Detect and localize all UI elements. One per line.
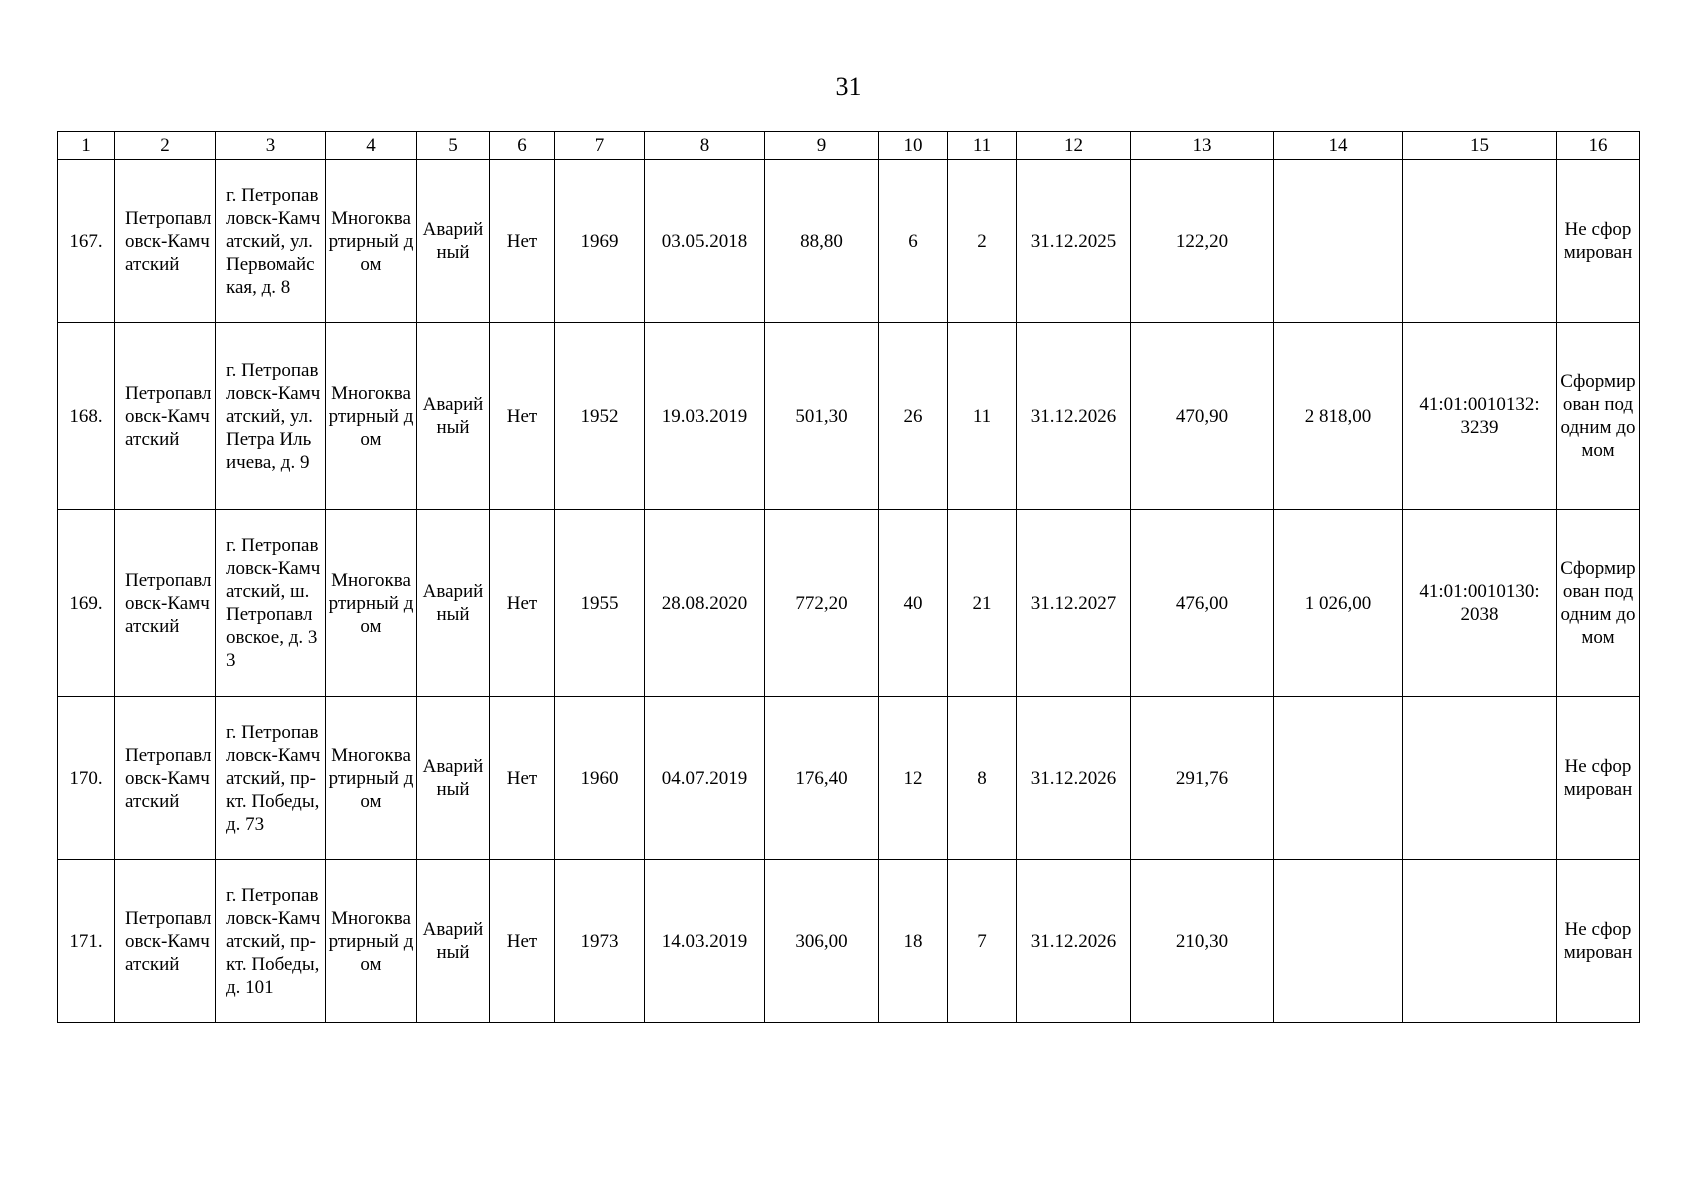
status-text: Аварийный [422,756,484,800]
column-11-cell: 8 [948,697,1017,860]
column-10-cell: 12 [879,697,948,860]
table-row [58,323,1640,510]
year-cell: 1952 [555,323,645,510]
column-header-13: 13 [1131,132,1274,160]
column-13-cell: 470,90 [1131,323,1274,510]
building-type-text: Многоквартирный дом [328,744,414,812]
column-header-10: 10 [879,132,948,160]
flag-cell: Нет [490,510,555,697]
row-number: 170. [58,697,115,860]
building-type-cell [326,860,417,1023]
column-11-cell: 2 [948,160,1017,323]
table-header [58,132,1640,160]
city-cell [115,323,216,510]
address-text: г. Петропавловск-Камчатский, ул. Петра Ильичева, д. 9 [226,359,321,473]
column-14-cell: 1 026,00 [1274,510,1403,697]
cadastral-number-cell [1403,697,1557,860]
column-header-7: 7 [555,132,645,160]
address-cell [216,697,326,860]
row-number: 169. [58,510,115,697]
column-header-2: 2 [115,132,216,160]
column-header-6: 6 [490,132,555,160]
status-cell [417,860,490,1023]
deadline-cell: 31.12.2026 [1017,860,1131,1023]
land-status-text: Не сформирован [1563,756,1633,800]
area-cell: 88,80 [765,160,879,323]
year-cell: 1969 [555,160,645,323]
cadastral-number-cell: 41:01:0010132: 3239 [1403,323,1557,510]
cadastral-number-cell: 41:01:0010130: 2038 [1403,510,1557,697]
status-cell [417,160,490,323]
land-status-text: Не сформирован [1563,919,1633,963]
column-header-3: 3 [216,132,326,160]
column-header-14: 14 [1274,132,1403,160]
date-cell: 19.03.2019 [645,323,765,510]
cadastral-number-cell [1403,160,1557,323]
area-cell: 501,30 [765,323,879,510]
land-status-text: Не сформирован [1563,219,1633,263]
cadastral-number-cell [1403,860,1557,1023]
column-header-4: 4 [326,132,417,160]
flag-cell: Нет [490,860,555,1023]
city-text: Петропавловск-Камчатский [125,569,212,637]
city-text: Петропавловск-Камчатский [125,744,212,812]
deadline-cell: 31.12.2027 [1017,510,1131,697]
row-number: 168. [58,323,115,510]
address-cell [216,510,326,697]
land-status-text: Сформирован под одним домом [1560,371,1636,461]
city-cell [115,510,216,697]
housing-register-table [57,131,1640,1023]
area-cell: 772,20 [765,510,879,697]
land-status-text: Сформирован под одним домом [1560,558,1636,648]
status-cell [417,323,490,510]
column-11-cell: 11 [948,323,1017,510]
page-number: 31 [835,72,862,101]
column-header-9: 9 [765,132,879,160]
deadline-cell: 31.12.2026 [1017,697,1131,860]
land-status-cell [1557,697,1640,860]
column-10-cell: 26 [879,323,948,510]
column-14-cell: 2 818,00 [1274,323,1403,510]
building-type-text: Многоквартирный дом [328,207,414,275]
address-text: г. Петропавловск-Камчатский, пр-кт. Победы, д. 73 [226,721,321,835]
land-status-cell [1557,323,1640,510]
flag-cell: Нет [490,697,555,860]
column-13-cell: 476,00 [1131,510,1274,697]
status-text: Аварийный [422,581,484,625]
status-text: Аварийный [422,219,484,263]
row-number: 171. [58,860,115,1023]
column-13-cell: 291,76 [1131,697,1274,860]
table-row [58,860,1640,1023]
table-row [58,510,1640,697]
land-status-cell [1557,510,1640,697]
status-cell [417,510,490,697]
flag-cell: Нет [490,323,555,510]
column-13-cell: 210,30 [1131,860,1274,1023]
table-row [58,697,1640,860]
deadline-cell: 31.12.2025 [1017,160,1131,323]
year-cell: 1955 [555,510,645,697]
area-cell: 306,00 [765,860,879,1023]
address-cell [216,323,326,510]
address-text: г. Петропавловск-Камчатский, ул. Первомайская, д. 8 [226,184,321,298]
building-type-text: Многоквартирный дом [328,569,414,637]
flag-cell: Нет [490,160,555,323]
city-cell [115,860,216,1023]
column-10-cell: 6 [879,160,948,323]
status-text: Аварийный [422,919,484,963]
column-header-16: 16 [1557,132,1640,160]
date-cell: 04.07.2019 [645,697,765,860]
land-status-cell [1557,860,1640,1023]
row-number: 167. [58,160,115,323]
column-10-cell: 40 [879,510,948,697]
address-text: г. Петропавловск-Камчатский, пр-кт. Победы, д. 101 [226,884,321,998]
column-header-1: 1 [58,132,115,160]
year-cell: 1960 [555,697,645,860]
building-type-cell [326,160,417,323]
address-cell [216,160,326,323]
city-cell [115,697,216,860]
column-header-15: 15 [1403,132,1557,160]
city-text: Петропавловск-Камчатский [125,382,212,450]
address-text: г. Петропавловск-Камчатский, ш. Петропавловское, д. 33 [226,535,321,671]
column-14-cell [1274,860,1403,1023]
column-header-11: 11 [948,132,1017,160]
year-cell: 1973 [555,860,645,1023]
deadline-cell: 31.12.2026 [1017,323,1131,510]
column-11-cell: 7 [948,860,1017,1023]
column-header-8: 8 [645,132,765,160]
city-text: Петропавловск-Камчатский [125,907,212,975]
column-14-cell [1274,160,1403,323]
land-status-cell [1557,160,1640,323]
column-10-cell: 18 [879,860,948,1023]
column-header-12: 12 [1017,132,1131,160]
column-11-cell: 21 [948,510,1017,697]
column-13-cell: 122,20 [1131,160,1274,323]
building-type-text: Многоквартирный дом [328,382,414,450]
date-cell: 28.08.2020 [645,510,765,697]
building-type-cell [326,510,417,697]
area-cell: 176,40 [765,697,879,860]
building-type-text: Многоквартирный дом [328,907,414,975]
status-cell [417,697,490,860]
city-cell [115,160,216,323]
column-14-cell [1274,697,1403,860]
building-type-cell [326,697,417,860]
status-text: Аварийный [422,394,484,438]
city-text: Петропавловск-Камчатский [125,207,212,275]
table-row [58,160,1640,323]
column-header-5: 5 [417,132,490,160]
building-type-cell [326,323,417,510]
address-cell [216,860,326,1023]
date-cell: 14.03.2019 [645,860,765,1023]
date-cell: 03.05.2018 [645,160,765,323]
